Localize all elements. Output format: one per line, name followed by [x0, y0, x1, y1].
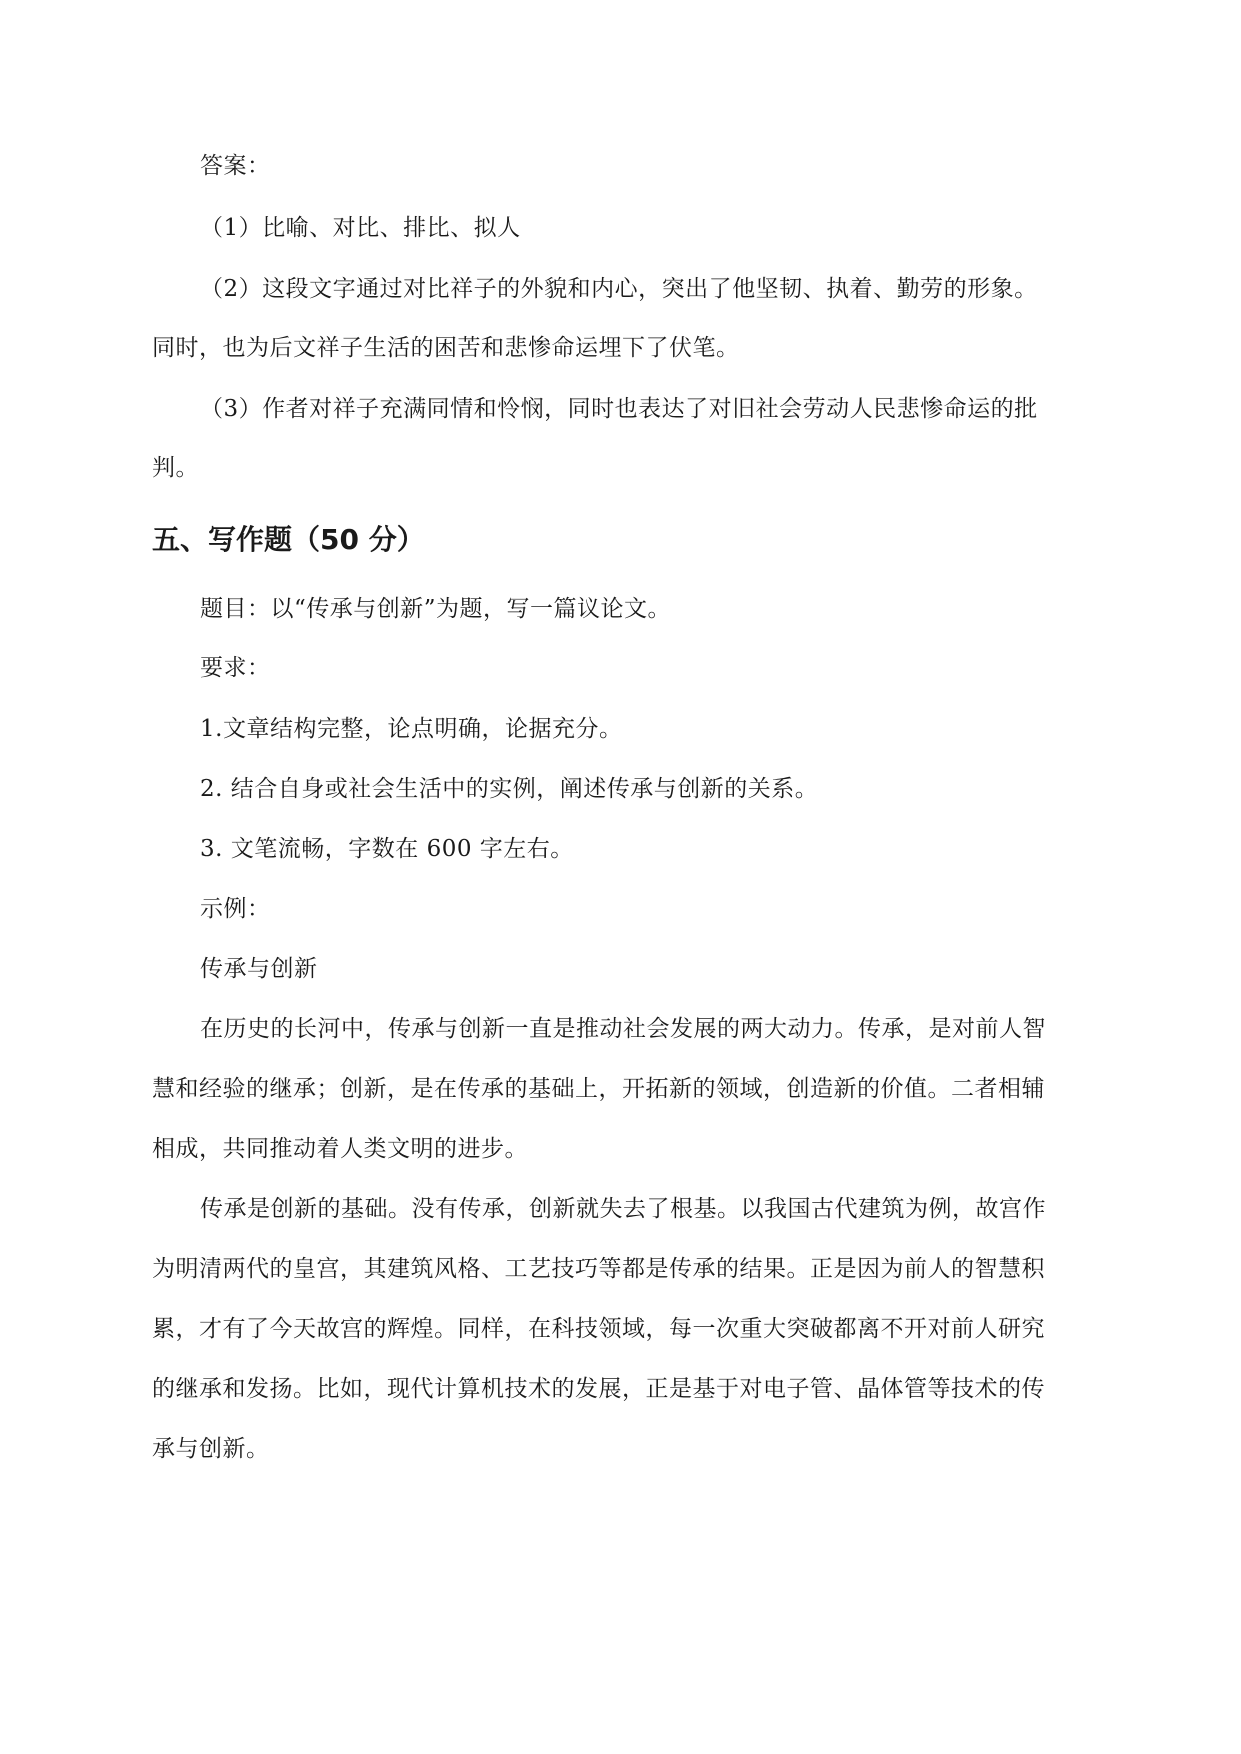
essay-paragraph-2-line-2: 为明清两代的皇宫，其建筑风格、工艺技巧等都是传承的结果。正是因为前人的智慧积 [152, 1256, 1045, 1282]
answer-item-2-line-1: （2）这段文字通过对比祥子的外貌和内心，突出了他坚韧、执着、勤劳的形象。 [200, 276, 1038, 302]
essay-paragraph-2-line-1: 传承是创新的基础。没有传承，创新就失去了根基。以我国古代建筑为例，故宫作 [200, 1196, 1046, 1222]
essay-paragraph-2-line-3: 累，才有了今天故宫的辉煌。同样，在科技领域，每一次重大突破都离不开对前人研究 [152, 1316, 1045, 1342]
requirement-3: 3. 文笔流畅，字数在 600 字左右。 [200, 836, 574, 862]
example-label: 示例： [200, 896, 271, 922]
answer-label: 答案： [200, 153, 271, 179]
requirements-label: 要求： [200, 655, 271, 681]
essay-paragraph-1-line-2: 慧和经验的继承；创新，是在传承的基础上，开拓新的领域，创造新的价值。二者相辅 [152, 1076, 1045, 1102]
essay-paragraph-1-line-1: 在历史的长河中，传承与创新一直是推动社会发展的两大动力。传承，是对前人智 [200, 1016, 1046, 1042]
section-heading: 五、写作题（50 分） [152, 523, 425, 556]
essay-title: 传承与创新 [200, 956, 318, 982]
essay-paragraph-2-line-5: 承与创新。 [152, 1436, 270, 1462]
answer-item-3-line-2: 判。 [152, 455, 199, 481]
answer-item-3-line-1: （3）作者对祥子充满同情和怜悯，同时也表达了对旧社会劳动人民悲惨命运的批 [200, 396, 1038, 422]
answer-item-2-line-2: 同时，也为后文祥子生活的困苦和悲惨命运埋下了伏笔。 [152, 335, 740, 361]
answer-item-1: （1）比喻、对比、排比、拟人 [200, 215, 521, 241]
essay-paragraph-2-line-4: 的继承和发扬。比如，现代计算机技术的发展，正是基于对电子管、晶体管等技术的传 [152, 1376, 1045, 1402]
essay-paragraph-1-line-3: 相成，共同推动着人类文明的进步。 [152, 1136, 528, 1162]
requirement-1: 1.文章结构完整，论点明确，论据充分。 [200, 716, 623, 742]
requirement-2: 2. 结合自身或社会生活中的实例，阐述传承与创新的关系。 [200, 776, 819, 802]
writing-topic: 题目：以“传承与创新”为题，写一篇议论文。 [200, 596, 672, 622]
